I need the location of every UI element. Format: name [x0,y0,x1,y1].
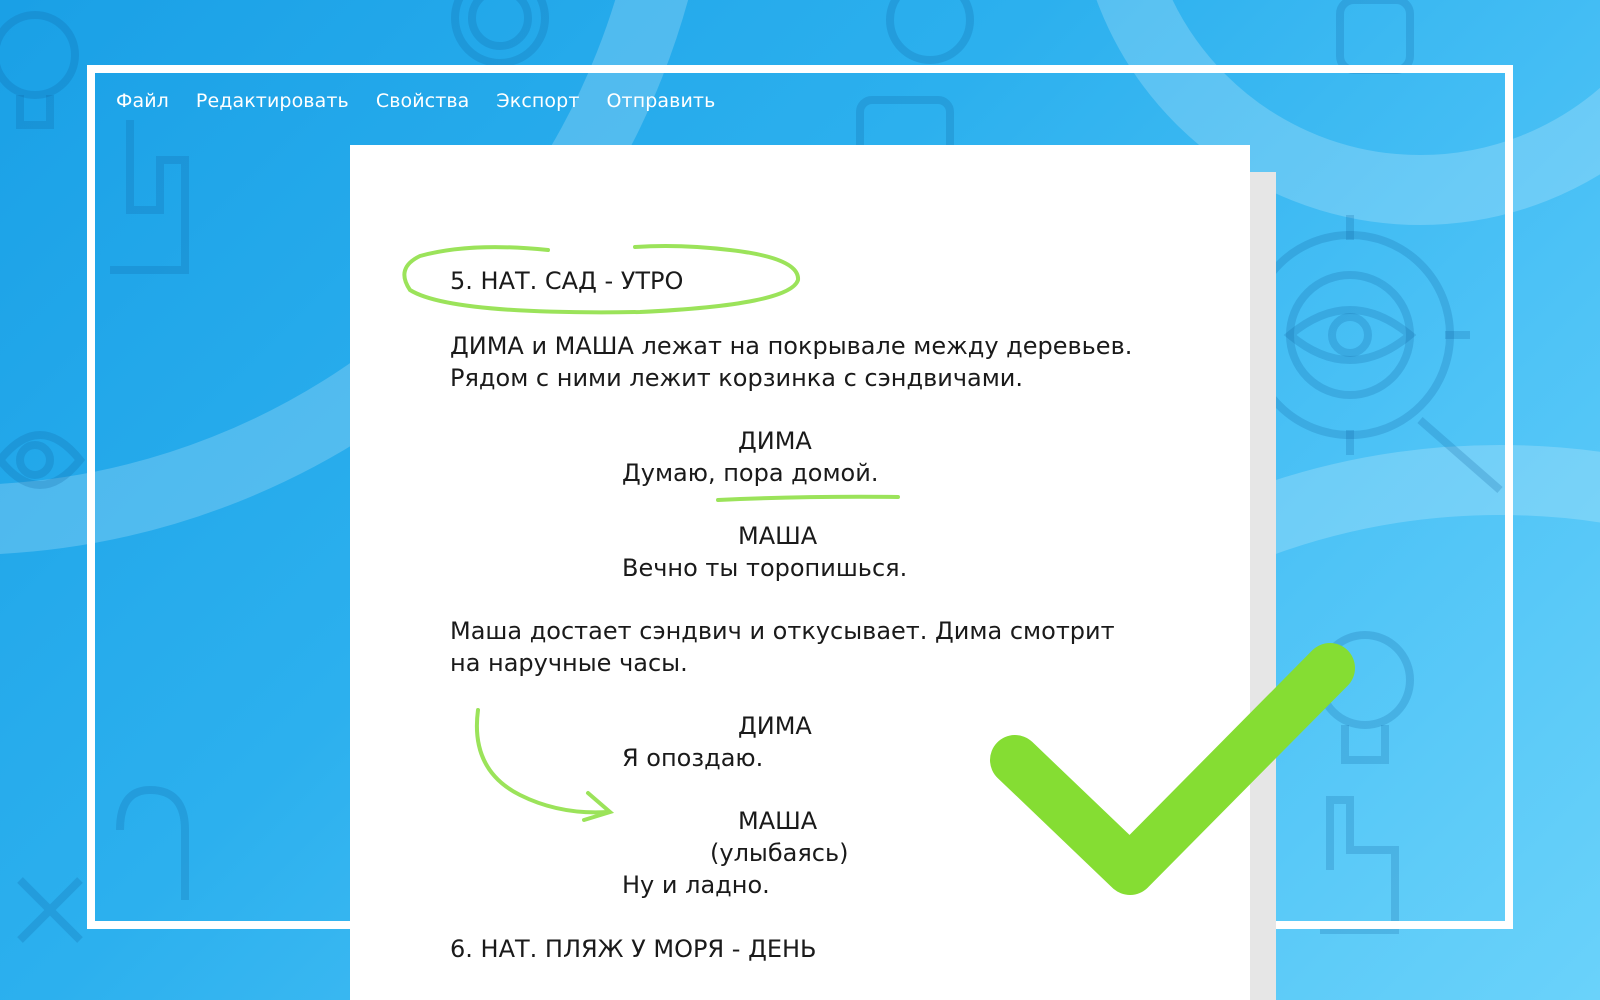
lightbulb-icon [1340,0,1410,70]
menu-file[interactable]: Файл [116,90,169,112]
lightbulb-icon [0,15,75,125]
menu-properties[interactable]: Свойства [375,90,470,112]
character-name: МАША [738,807,818,835]
scene-heading: 6. НАТ. ПЛЯЖ У МОРЯ - ДЕНЬ [450,935,817,963]
dialogue-line: Я опоздаю. [622,744,764,772]
eye-icon [0,435,80,485]
menu-edit[interactable]: Редактировать [195,90,349,112]
action-line: Рядом с ними лежит корзинка с сэндвичами. [450,364,1024,392]
dialogue-line: Ну и ладно. [622,871,770,899]
menu-export[interactable]: Экспорт [496,90,580,112]
menu-send[interactable]: Отправить [606,90,716,112]
dialogue-line: Думаю, пора домой. [622,459,879,487]
coin-icon [455,0,545,63]
character-name: ДИМА [738,427,812,455]
character-name: ДИМА [738,712,812,740]
cross-icon [20,880,80,940]
action-line: Маша достает сэндвич и откусывает. Дима смотрит [450,617,1115,645]
dialogue-line: Вечно ты торопишься. [622,554,908,582]
character-name: МАША [738,522,818,550]
menu-bar [116,86,715,116]
parenthetical: (улыбаясь) [710,839,849,867]
scene-heading: 5. НАТ. САД - УТРО [450,267,684,295]
action-line: ДИМА и МАША лежат на покрывале между деревьев. [450,332,1133,360]
action-line: на наручные часы. [450,649,688,677]
